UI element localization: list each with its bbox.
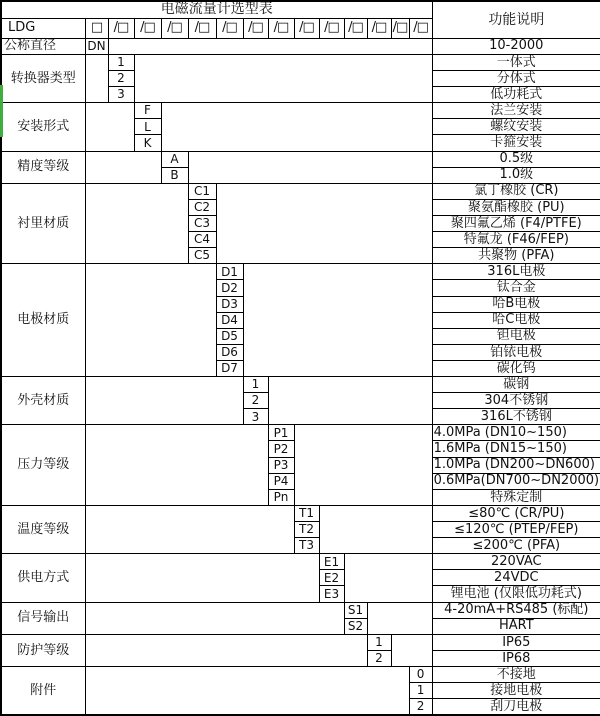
option-code: D1 [216,264,243,280]
spacer-cell [85,554,319,602]
model-slot: /□ [344,18,367,38]
option-desc: ≤200℃ (PFA) [432,538,600,554]
function-column-header: 功能说明 [432,1,600,38]
option-code: L [134,119,161,135]
option-code: Pn [268,489,294,505]
category-label: 衬里材质 [1,183,85,264]
model-slot: /□ [319,18,344,38]
option-code: E1 [319,554,344,570]
model-slot: /□ [243,18,268,38]
option-code: C5 [188,248,216,264]
option-code: C1 [188,183,216,199]
option-code: P3 [268,457,294,473]
option-desc: 刮刀电极 [432,699,600,715]
option-desc: 一体式 [432,54,600,70]
option-code: P4 [268,473,294,489]
option-code: C3 [188,215,216,231]
model-slot: /□ [188,18,216,38]
option-desc: 0.5级 [432,151,600,167]
model-slot: /□ [108,18,134,38]
option-desc: 碳钢 [432,377,600,393]
option-desc: 钛合金 [432,280,600,296]
option-code: S1 [344,602,367,618]
spacer-cell [85,183,188,264]
page-title: 电磁流量计选型表 [1,1,432,18]
option-desc: 卡箍安装 [432,135,600,151]
option-code: D4 [216,312,243,328]
option-desc: 低功耗式 [432,87,600,103]
option-desc: IP65 [432,634,600,650]
option-desc: HART [432,618,600,634]
model-box-slot: □ [85,18,108,38]
option-desc: 220VAC [432,554,600,570]
option-code: D2 [216,280,243,296]
spacer-cell [243,264,432,377]
spacer-cell [85,634,367,666]
option-desc: 碳化钨 [432,360,600,376]
spacer-cell [161,103,432,151]
option-desc: 316L不锈钢 [432,409,600,425]
option-desc: 螺纹安装 [432,119,600,135]
option-code: DN [85,38,108,54]
spacer-cell [85,103,134,151]
title-row [1,1,600,18]
spacer-cell [85,151,161,183]
option-code: C2 [188,199,216,215]
model-slot: /□ [268,18,294,38]
option-desc: 聚氨酯橡胶 (PU) [432,199,600,215]
option-code: T1 [294,505,319,521]
option-code: D7 [216,360,243,376]
diameter-row [1,38,600,54]
option-code: 1 [409,683,432,699]
spacer-cell [85,505,294,553]
option-code: 1 [367,634,391,650]
option-desc: 钽电极 [432,328,600,344]
option-code: T3 [294,538,319,554]
option-code: 2 [243,393,268,409]
category-label: 附件 [1,667,85,715]
spacer-cell [216,183,432,264]
option-code: 3 [108,87,134,103]
option-desc: 316L电极 [432,264,600,280]
category-label: 公称直径 [1,38,85,54]
spacer-cell [85,602,344,634]
option-desc: 铂铱电极 [432,344,600,360]
option-code: D6 [216,344,243,360]
category-label: 安装形式 [1,103,85,151]
spacer-cell [391,634,432,666]
option-code: E2 [319,570,344,586]
spacer-cell [319,505,432,553]
option-desc: 不接地 [432,667,600,683]
option-code: 0 [409,667,432,683]
option-code: P2 [268,441,294,457]
option-desc: 哈B电极 [432,296,600,312]
model-slot: /□ [409,18,432,38]
model-slot: /□ [391,18,409,38]
model-slot: /□ [367,18,391,38]
option-code: A [161,151,188,167]
option-code: P1 [268,425,294,441]
category-label: 信号输出 [1,602,85,634]
spacer-cell [85,377,243,425]
option-code: F [134,103,161,119]
category-label: 压力等级 [1,425,85,506]
option-desc: 1.6MPa (DN15~150) [432,441,600,457]
spacer-cell [108,38,432,54]
spacer-cell [188,151,432,183]
option-desc: 4-20mA+RS485 (标配) [432,602,600,618]
option-desc: 1.0级 [432,167,600,183]
option-code: D3 [216,296,243,312]
spacer-cell [344,554,432,602]
option-desc: 锂电池 (仅限低功耗式) [432,586,600,602]
option-desc: 法兰安装 [432,103,600,119]
option-desc: ≤120℃ (PTEP/FEP) [432,522,600,538]
option-code: 1 [243,377,268,393]
option-code: 1 [108,54,134,70]
option-code: E3 [319,586,344,602]
option-desc: 24VDC [432,570,600,586]
option-desc: 4.0MPa (DN10~150) [432,425,600,441]
option-code: C4 [188,232,216,248]
option-desc: 分体式 [432,70,600,86]
spacer-cell [85,264,216,377]
model-prefix: LDG [1,18,85,38]
option-code: T2 [294,522,319,538]
green-scan-artifact [0,85,3,137]
option-code: 3 [243,409,268,425]
category-label: 防护等级 [1,634,85,666]
option-code: B [161,167,188,183]
category-label: 转换器类型 [1,54,85,102]
model-slot: /□ [134,18,161,38]
option-code: 2 [108,70,134,86]
option-desc: 特氟龙 (F46/FEP) [432,232,600,248]
spacer-cell [367,602,432,634]
option-desc: 10-2000 [432,38,600,54]
category-label: 供电方式 [1,554,85,602]
option-desc: 哈C电极 [432,312,600,328]
spacer-cell [85,667,409,715]
option-code: K [134,135,161,151]
category-label: 温度等级 [1,505,85,553]
option-code: S2 [344,618,367,634]
option-code: 2 [367,650,391,666]
category-label: 外壳材质 [1,377,85,425]
option-desc: ≤80℃ (CR/PU) [432,505,600,521]
spacer-cell [85,425,268,506]
option-desc: 0.6MPa(DN700~DN2000) [433,473,600,489]
model-slot: /□ [216,18,243,38]
option-desc: 共聚物 (PFA) [432,248,600,264]
spacer-cell [294,425,432,506]
option-desc: 接地电极 [432,683,600,699]
option-code: 2 [409,699,432,715]
spacer-cell [134,54,432,102]
model-slot: /□ [161,18,188,38]
option-desc: 特殊定制 [432,489,600,505]
option-desc: 聚四氟乙烯 (F4/PTFE) [432,215,600,231]
option-desc: 304不锈钢 [432,393,600,409]
option-desc: 1.0MPa (DN200~DN600) [432,457,600,473]
category-label: 精度等级 [1,151,85,183]
spacer-cell [268,377,432,425]
option-desc: IP68 [432,650,600,666]
category-label: 电极材质 [1,264,85,377]
model-slot: /□ [294,18,319,38]
option-code: D5 [216,328,243,344]
option-desc: 氯丁橡胶 (CR) [432,183,600,199]
spacer-cell [85,54,108,102]
